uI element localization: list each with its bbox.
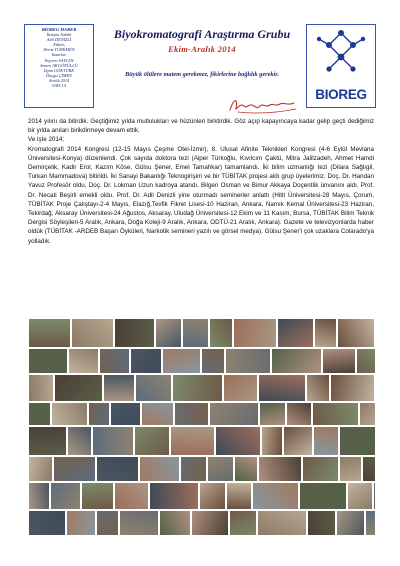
collage-photo [234,456,258,482]
collage-photo [110,402,141,426]
collage-photo [114,318,155,348]
collage-photo [277,318,314,348]
collage-photo [271,348,322,374]
collage-photo [53,456,96,482]
collage-photo [81,482,114,510]
article-body [28,117,374,246]
collage-photo [229,510,257,536]
collage-photo [375,374,377,402]
collage-photo [257,510,307,536]
collage-photo [182,318,209,348]
collage-photo [307,510,336,536]
intro-paragraph: 2014 yılını da bitirdik. Geçtiğimiz yılda mutlulukları ve hüzünleri birktirdik. Göz açıp kapayıncaya kadar gelip geçti dediğimiz bir yılda anıları birikdirmeye devam ettik. [28,118,374,135]
masthead-info-box [24,24,94,108]
collage-photo [155,318,182,348]
collage-photo [330,374,375,402]
masthead-line: Deniz TÜRKMEN [43,47,75,53]
collage-photo [225,348,271,374]
collage-photo [141,402,174,426]
collage-photo [259,402,286,426]
collage-photo [215,426,261,456]
collage-photo [362,456,376,482]
collage-photo [286,402,312,426]
collage-photo [28,510,66,536]
collage-photo [191,510,229,536]
collage-photo [209,318,233,348]
collage-photo [28,456,53,482]
collage-photo [261,426,283,456]
collage-photo [226,482,252,510]
collage-photo [28,374,54,402]
masthead-line: Semra AKGÖNÜLLÜ [40,62,78,68]
masthead-line: BİOREG HABER [41,27,77,32]
bioreg-logo-word: BIOREG [315,87,367,102]
collage-photo [199,482,226,510]
collage-photo [134,426,170,456]
collage-photo [252,482,299,510]
collage-photo [283,426,313,456]
collage-photo [96,456,139,482]
collage-photo [28,318,71,348]
collage-photo [347,482,373,510]
collage-photo [233,318,277,348]
collage-photo [119,510,159,536]
collage-photo [159,510,191,536]
bioreg-logo-box [306,24,376,108]
collage-photo [135,374,172,402]
collage-photo [336,510,365,536]
collage-photo [99,348,130,374]
collage-photo [103,374,135,402]
collage-photo [71,318,114,348]
collage-photo [92,426,134,456]
masthead-line: SAYI 14 [52,83,66,89]
collage-photo [306,374,330,402]
collage-photo [207,456,234,482]
collage-photo [174,402,209,426]
collage-photo [54,374,103,402]
year-summary-paragraph: Kromatografi 2014 Kongresi (12-15 Mayıs Çeşme Otel-İzmir), 8. Ulusal Afinite Teknikleri Kongresi (4-6 Eylül Mevlana Üniversitesi-Konya) düzenlendi. Çok sayıda doktora tezi (Alper Türkoğlu, Kıvılcım Çaktü, Mitra Jalilzadeh, Ahmet Hamdi Demirçelik, Kadir Erol, Kazım Köse, Gülsu Şener, Emel Tamahkar) tamamlandı. İki bilim uzmanlığı tezi (Dilara Sağlıgil, Turkan Mammadova) bitirildi. İki Sanayi Bakanlığı Teknogirişim ve bir TÜBİTAK projesi aldı grup üyelerimiz. Doç. Dr. Handan Yavuz Profesör oldu, Doç. Dr. Lokman Uzun kadroya atandı. Bilgen Osman ve Bimur Akkaya Doçentlik ünvanını aldı. Prof. Dr. Necati Beşirli emekli oldu. Prof. Dr. Adil Denizli yine oturmadı seminerler anlattı (Hitit Üniversitesi-28 Mayıs, Çorum, TÜBİTAK Proje Çalıştayı-2-4 Mayıs, Elazığ,Tevfik Fikret Lisesi-10 Haziran, Ankara, Namık Kemal Üniversitesi-23 Haziran, Tekirdağ, Aksaray Üniversitesi-24 Ağustos, Aksaray, Uludağ Üniversitesi-12 Ekim ve 11 Kasım, Bursa, TÜBİTAK Bilim Teknik Dergisi Söyleşileri-5 Aralık, Ankara, Doğa Koleji-9 Aralık, Ankara, ODTÜ-21 Aralık, Ankara). Gazete ve televizyonlarda haber oldük (TÜBİTAK -ARDEB Başarı Öyküleri, Narkotik semineri yazılı ve görsel medya). Gülsu Şener'i çok uzaklara Colarado'ya yolladık. [28,145,374,245]
collage-photo [28,426,67,456]
bioreg-molecule-icon [307,25,375,85]
group-title: Biyokromatografi Araştırma Grubu [113,27,291,41]
collage-photo [258,456,302,482]
ataturk-quote: Büyük ölülere matem gerekmez, fikirlerine bağlılık gerekir. [125,71,279,78]
masthead-line: Yazarlar, [51,52,67,58]
masthead-line: Aralık 2014 [48,77,70,83]
photo-collage [28,318,376,536]
collage-photo [375,318,377,348]
collage-photo [149,482,199,510]
collage-photo [359,402,376,426]
masthead-line: İlgim GÖKTÜRK [43,67,75,73]
collage-photo [139,456,180,482]
ataturk-signature [226,94,300,116]
collage-photo [365,510,376,536]
collage-photo [302,456,339,482]
collage-photo [314,318,337,348]
collage-photo [322,348,356,374]
collage-photo [337,318,375,348]
masthead-line: Editör, [53,42,65,48]
collage-photo [180,456,207,482]
lead-line: Ve işte 2014; [28,136,65,144]
collage-photo [356,348,376,374]
collage-photo [172,374,223,402]
collage-photo [28,482,50,510]
signature-icon [226,94,300,116]
collage-photo [68,348,99,374]
masthead-line: İletişim Sahibi [46,32,72,38]
collage-photo [201,348,225,374]
masthead-line: Yeşeren SAYLAN [44,57,74,63]
collage-photo [373,482,376,510]
collage-photo [312,402,359,426]
collage-photo [223,374,258,402]
issue-period: Ekim-Aralık 2014 [168,44,236,54]
collage-photo [162,348,201,374]
collage-photo [28,402,51,426]
collage-photo [258,374,306,402]
masthead-line: Adil DENİZLİ [46,37,72,43]
collage-photo [28,348,68,374]
collage-photo [339,456,362,482]
collage-photo [66,510,96,536]
collage-photo [67,426,92,456]
collage-photo [51,402,88,426]
collage-photo [339,426,376,456]
collage-photo [299,482,347,510]
collage-photo [170,426,215,456]
masthead-line: Duygu ÇİMEN [46,72,72,78]
collage-photo [209,402,259,426]
collage-photo [88,402,110,426]
collage-photo [96,510,119,536]
collage-photo [130,348,162,374]
collage-photo [114,482,149,510]
collage-photo [313,426,339,456]
collage-photo [50,482,81,510]
